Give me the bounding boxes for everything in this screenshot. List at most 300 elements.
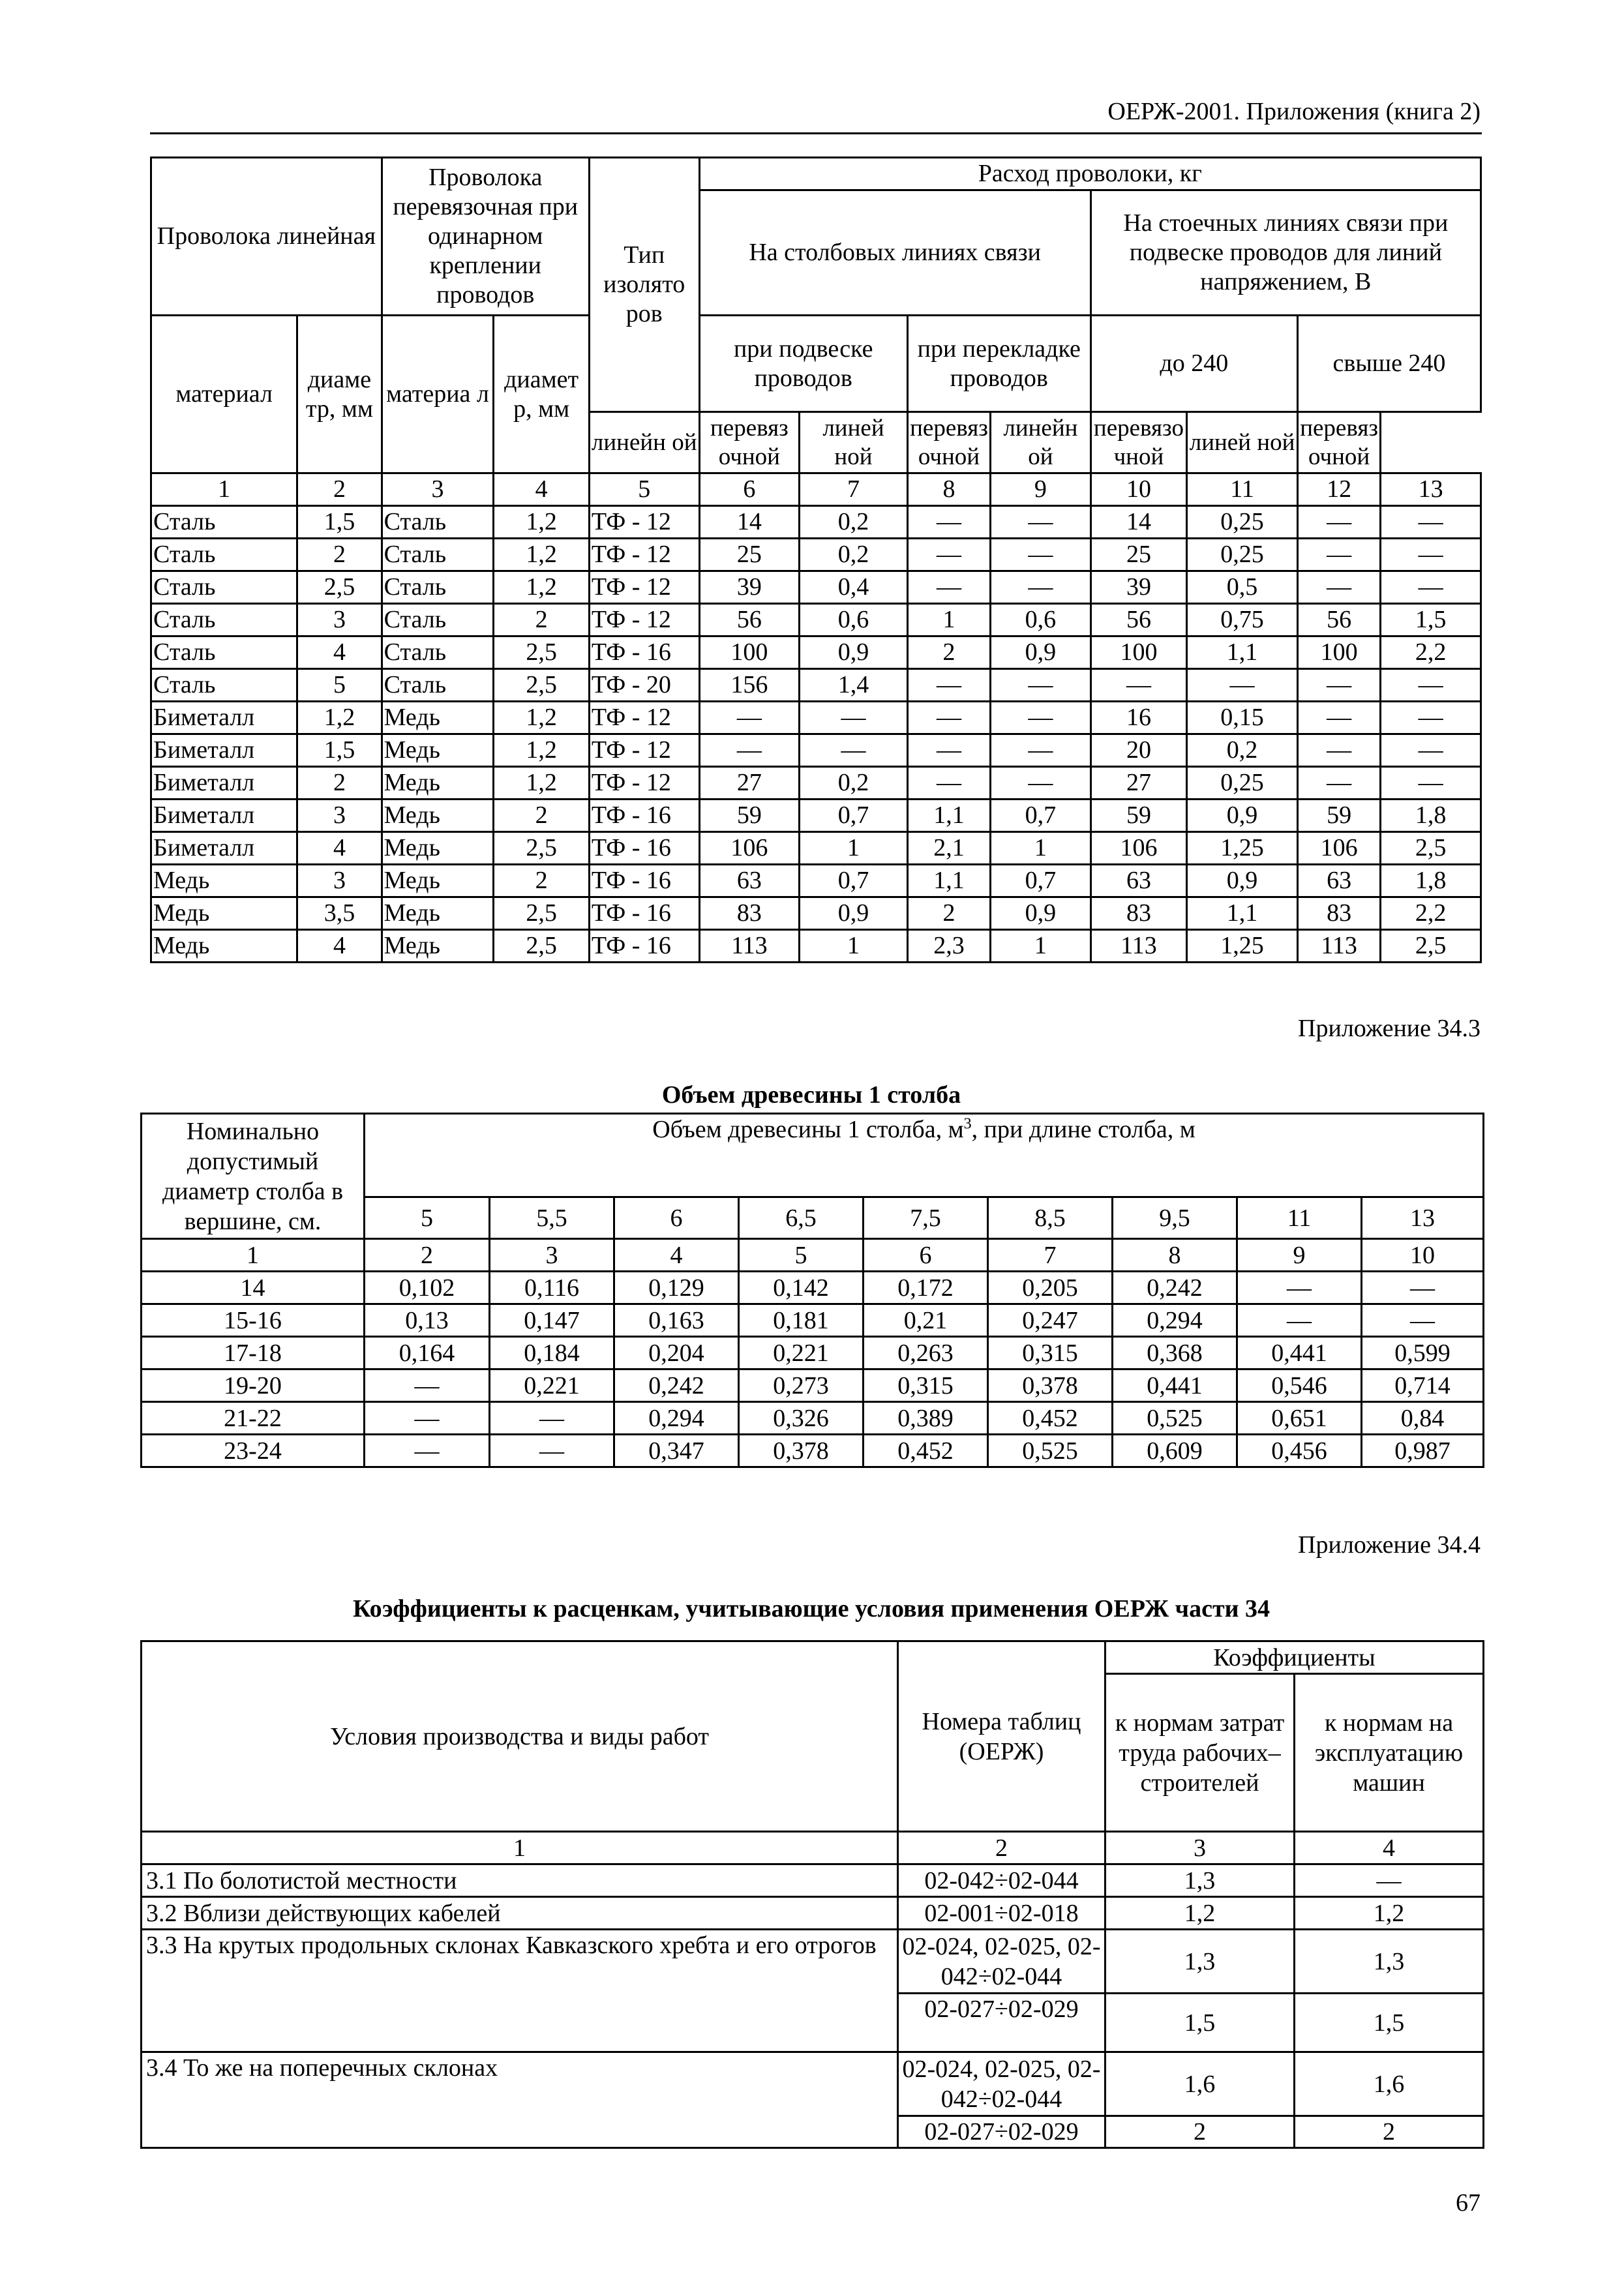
value-cell: 2,5 bbox=[494, 930, 590, 963]
th-consumption: Расход проволоки, кг bbox=[699, 158, 1481, 190]
volume-cell: — bbox=[365, 1369, 490, 1402]
num-cell: 11 bbox=[1187, 473, 1298, 506]
condition-cell: 3.2 Вблизи действующих кабелей bbox=[142, 1897, 898, 1930]
value-cell: — bbox=[907, 539, 990, 571]
value-cell: 1,4 bbox=[800, 669, 908, 702]
volume-cell: 0,378 bbox=[739, 1435, 864, 1467]
pole-length-cell: 6 bbox=[614, 1197, 739, 1239]
value-cell: 113 bbox=[699, 930, 800, 963]
value-cell: 0,7 bbox=[991, 800, 1091, 832]
num-cell: 3 bbox=[382, 473, 494, 506]
value-cell: 0,9 bbox=[800, 897, 908, 930]
th-diam-2: диамет р, мм bbox=[494, 316, 590, 473]
volume-cell: 0,273 bbox=[739, 1369, 864, 1402]
insulator-cell: ТФ - 12 bbox=[589, 767, 699, 800]
value-cell: — bbox=[1381, 571, 1481, 604]
insulator-cell: ТФ - 12 bbox=[589, 702, 699, 734]
value-cell: 56 bbox=[699, 604, 800, 636]
value-cell: — bbox=[907, 702, 990, 734]
value-cell: — bbox=[800, 734, 908, 767]
value-cell: — bbox=[1187, 669, 1298, 702]
machine-coef-cell: — bbox=[1295, 1864, 1484, 1897]
labor-coef-cell: 1,3 bbox=[1105, 1930, 1295, 1994]
num-cell: 5 bbox=[589, 473, 699, 506]
binding-material-cell: Сталь bbox=[382, 539, 494, 571]
num-cell: 1 bbox=[142, 1239, 365, 1272]
th-coefficients: Коэффициенты bbox=[1105, 1641, 1484, 1674]
material-cell: Биметалл bbox=[151, 734, 297, 767]
value-cell: 0,4 bbox=[800, 571, 908, 604]
value-cell: 16 bbox=[1090, 702, 1187, 734]
value-cell: 2 bbox=[494, 865, 590, 897]
value-cell: 3 bbox=[297, 604, 382, 636]
value-cell: 14 bbox=[699, 506, 800, 539]
diameter-cell: 23-24 bbox=[142, 1435, 365, 1467]
value-cell: — bbox=[991, 767, 1091, 800]
value-cell: 2,5 bbox=[494, 636, 590, 669]
table-row bbox=[151, 571, 1481, 604]
table-row bbox=[151, 930, 1481, 963]
th-binding-a: перевяз очной bbox=[699, 412, 800, 473]
value-cell: — bbox=[991, 702, 1091, 734]
table-row bbox=[142, 1337, 1484, 1369]
volume-cell: 0,525 bbox=[988, 1435, 1113, 1467]
value-cell: — bbox=[1381, 702, 1481, 734]
value-cell: 2,5 bbox=[494, 669, 590, 702]
machine-coef-cell: 1,6 bbox=[1295, 2052, 1484, 2116]
value-cell: 1,2 bbox=[494, 571, 590, 604]
volume-cell: — bbox=[365, 1402, 490, 1435]
value-cell: 0,2 bbox=[800, 767, 908, 800]
table-row bbox=[142, 1864, 1484, 1897]
material-cell: Сталь bbox=[151, 636, 297, 669]
volume-cell: 0,294 bbox=[1113, 1304, 1237, 1337]
value-cell: 2,5 bbox=[494, 897, 590, 930]
th-upto-240: до 240 bbox=[1090, 316, 1297, 412]
value-cell: — bbox=[907, 571, 990, 604]
th-material-1: материал bbox=[151, 316, 297, 473]
value-cell: 0,2 bbox=[1187, 734, 1298, 767]
insulator-cell: ТФ - 16 bbox=[589, 897, 699, 930]
condition-cell: 3.3 На крутых продольных склонах Кавказского хребта и его отрогов bbox=[142, 1930, 898, 2052]
volume-cell: 0,452 bbox=[864, 1435, 988, 1467]
value-cell: — bbox=[991, 734, 1091, 767]
num-cell: 9 bbox=[991, 473, 1091, 506]
value-cell: 113 bbox=[1090, 930, 1187, 963]
table-number-cell: 02-027÷02-029 bbox=[898, 2116, 1105, 2148]
volume-cell: 0,651 bbox=[1237, 1402, 1362, 1435]
value-cell: 113 bbox=[1297, 930, 1380, 963]
th-binding-b: перевяз очной bbox=[907, 412, 990, 473]
value-cell: — bbox=[1297, 506, 1380, 539]
value-cell: — bbox=[991, 669, 1091, 702]
table-row bbox=[142, 1369, 1484, 1402]
value-cell: 1,1 bbox=[907, 865, 990, 897]
table-row bbox=[142, 1897, 1484, 1930]
value-cell: — bbox=[907, 734, 990, 767]
value-cell: 2 bbox=[494, 604, 590, 636]
num-cell: 5 bbox=[739, 1239, 864, 1272]
value-cell: 3,5 bbox=[297, 897, 382, 930]
th-material-2: материа л bbox=[382, 316, 494, 473]
th-binding-d: перевяз очной bbox=[1297, 412, 1380, 473]
table-row bbox=[142, 2052, 1484, 2116]
value-cell: — bbox=[991, 539, 1091, 571]
pole-length-cell: 8,5 bbox=[988, 1197, 1113, 1239]
value-cell: 1 bbox=[800, 930, 908, 963]
binding-material-cell: Медь bbox=[382, 800, 494, 832]
value-cell: 39 bbox=[699, 571, 800, 604]
condition-cell: 3.4 То же на поперечных склонах bbox=[142, 2052, 898, 2148]
labor-coef-cell: 1,6 bbox=[1105, 2052, 1295, 2116]
th-binding-c: перевязо чной bbox=[1090, 412, 1187, 473]
diameter-cell: 15-16 bbox=[142, 1304, 365, 1337]
volume-cell: 0,102 bbox=[365, 1272, 490, 1304]
value-cell: 0,7 bbox=[991, 865, 1091, 897]
table-row bbox=[151, 800, 1481, 832]
volume-cell: 0,714 bbox=[1362, 1369, 1484, 1402]
diameter-cell: 14 bbox=[142, 1272, 365, 1304]
value-cell: — bbox=[1297, 669, 1380, 702]
th-transfer: при перекладке проводов bbox=[907, 316, 1090, 412]
table-number-cell: 02-001÷02-018 bbox=[898, 1897, 1105, 1930]
table-row bbox=[151, 702, 1481, 734]
volume-cell: 0,389 bbox=[864, 1402, 988, 1435]
value-cell: 25 bbox=[1090, 539, 1187, 571]
material-cell: Биметалл bbox=[151, 702, 297, 734]
material-cell: Сталь bbox=[151, 506, 297, 539]
volume-cell: 0,205 bbox=[988, 1272, 1113, 1304]
volume-cell: — bbox=[1362, 1304, 1484, 1337]
binding-material-cell: Медь bbox=[382, 832, 494, 865]
value-cell: 2,2 bbox=[1381, 636, 1481, 669]
labor-coef-cell: 2 bbox=[1105, 2116, 1295, 2148]
volume-cell: — bbox=[490, 1435, 614, 1467]
condition-cell: 3.1 По болотистой местности bbox=[142, 1864, 898, 1897]
labor-coef-cell: 1,3 bbox=[1105, 1864, 1295, 1897]
value-cell: 2 bbox=[494, 800, 590, 832]
volume-cell: 0,525 bbox=[1113, 1402, 1237, 1435]
volume-cell: 0,609 bbox=[1113, 1435, 1237, 1467]
volume-cell: 0,326 bbox=[739, 1402, 864, 1435]
value-cell: 83 bbox=[1297, 897, 1380, 930]
running-header: ОЕРЖ-2001. Приложения (книга 2) bbox=[1107, 98, 1481, 125]
value-cell: 0,15 bbox=[1187, 702, 1298, 734]
volume-cell: 0,129 bbox=[614, 1272, 739, 1304]
value-cell: 3 bbox=[297, 800, 382, 832]
value-cell: — bbox=[1381, 669, 1481, 702]
material-cell: Медь bbox=[151, 865, 297, 897]
value-cell: 83 bbox=[1090, 897, 1187, 930]
binding-material-cell: Сталь bbox=[382, 506, 494, 539]
wood-volume-table bbox=[140, 1113, 1484, 1468]
volume-cell: 0,21 bbox=[864, 1304, 988, 1337]
table-row bbox=[142, 1272, 1484, 1304]
value-cell: 1 bbox=[991, 930, 1091, 963]
value-cell: — bbox=[1090, 669, 1187, 702]
value-cell: — bbox=[1297, 734, 1380, 767]
value-cell: 0,9 bbox=[800, 636, 908, 669]
value-cell: 0,9 bbox=[1187, 800, 1298, 832]
num-cell: 4 bbox=[494, 473, 590, 506]
volume-cell: 0,347 bbox=[614, 1435, 739, 1467]
insulator-cell: ТФ - 16 bbox=[589, 636, 699, 669]
value-cell: 1,2 bbox=[494, 767, 590, 800]
value-cell: 1,5 bbox=[297, 734, 382, 767]
value-cell: 1 bbox=[907, 604, 990, 636]
volume-cell: 0,221 bbox=[739, 1337, 864, 1369]
num-cell: 7 bbox=[800, 473, 908, 506]
table-number-cell: 02-042÷02-044 bbox=[898, 1864, 1105, 1897]
volume-cell: 0,987 bbox=[1362, 1435, 1484, 1467]
binding-material-cell: Медь bbox=[382, 897, 494, 930]
th-suspension: при подвеске проводов bbox=[699, 316, 907, 412]
value-cell: 0,6 bbox=[800, 604, 908, 636]
value-cell: — bbox=[907, 767, 990, 800]
num-cell: 12 bbox=[1297, 473, 1380, 506]
value-cell: 39 bbox=[1090, 571, 1187, 604]
volume-cell: 0,164 bbox=[365, 1337, 490, 1369]
table-row bbox=[151, 669, 1481, 702]
insulator-cell: ТФ - 12 bbox=[589, 539, 699, 571]
value-cell: 106 bbox=[1297, 832, 1380, 865]
binding-material-cell: Медь bbox=[382, 767, 494, 800]
value-cell: 0,25 bbox=[1187, 767, 1298, 800]
th-pole-diameter: Номинально допустимый диаметр столба в вершине, см. bbox=[142, 1114, 365, 1239]
diameter-cell: 21-22 bbox=[142, 1402, 365, 1435]
column-number-row bbox=[151, 473, 1481, 506]
value-cell: — bbox=[699, 702, 800, 734]
pole-length-cell: 11 bbox=[1237, 1197, 1362, 1239]
th-wood-volume: Объем древесины 1 столба, $м^3$, при длине столба, м bbox=[365, 1114, 1484, 1197]
value-cell: 0,2 bbox=[800, 506, 908, 539]
num-cell: 4 bbox=[614, 1239, 739, 1272]
value-cell: 63 bbox=[1090, 865, 1187, 897]
value-cell: — bbox=[1297, 571, 1380, 604]
volume-cell: 0,163 bbox=[614, 1304, 739, 1337]
value-cell: 0,9 bbox=[991, 636, 1091, 669]
pole-length-cell: 5,5 bbox=[490, 1197, 614, 1239]
volume-cell: 0,221 bbox=[490, 1369, 614, 1402]
th-rack-lines: На стоечных линиях связи при подвеске проводов для линий напряжением, В bbox=[1090, 190, 1481, 316]
value-cell: 83 bbox=[699, 897, 800, 930]
column-number-row bbox=[142, 1832, 1484, 1864]
diameter-cell: 19-20 bbox=[142, 1369, 365, 1402]
insulator-cell: ТФ - 12 bbox=[589, 604, 699, 636]
value-cell: 1,2 bbox=[494, 506, 590, 539]
binding-material-cell: Медь bbox=[382, 930, 494, 963]
value-cell: 106 bbox=[1090, 832, 1187, 865]
volume-cell: — bbox=[1237, 1304, 1362, 1337]
value-cell: — bbox=[991, 571, 1091, 604]
table-row bbox=[142, 1402, 1484, 1435]
value-cell: — bbox=[800, 702, 908, 734]
pole-length-cell: 9,5 bbox=[1113, 1197, 1237, 1239]
value-cell: 0,25 bbox=[1187, 506, 1298, 539]
volume-cell: 0,315 bbox=[864, 1369, 988, 1402]
insulator-cell: ТФ - 20 bbox=[589, 669, 699, 702]
th-linear-d: линей ной bbox=[1187, 412, 1298, 473]
material-cell: Сталь bbox=[151, 669, 297, 702]
binding-material-cell: Сталь bbox=[382, 669, 494, 702]
machine-coef-cell: 1,3 bbox=[1295, 1930, 1484, 1994]
volume-cell: — bbox=[365, 1435, 490, 1467]
material-cell: Медь bbox=[151, 930, 297, 963]
appendix-344-title: Коэффициенты к расценкам, учитывающие условия применения ОЕРЖ части 34 bbox=[352, 1595, 1271, 1623]
volume-cell: 0,242 bbox=[614, 1369, 739, 1402]
binding-material-cell: Сталь bbox=[382, 604, 494, 636]
value-cell: 2,3 bbox=[907, 930, 990, 963]
volume-cell: 0,441 bbox=[1237, 1337, 1362, 1369]
table-row bbox=[151, 636, 1481, 669]
table-number-cell: 02-024, 02-025, 02-042÷02-044 bbox=[898, 1930, 1105, 1994]
value-cell: 63 bbox=[1297, 865, 1380, 897]
value-cell: 1,5 bbox=[297, 506, 382, 539]
value-cell: 100 bbox=[699, 636, 800, 669]
diameter-cell: 17-18 bbox=[142, 1337, 365, 1369]
value-cell: 0,9 bbox=[991, 897, 1091, 930]
insulator-cell: ТФ - 16 bbox=[589, 865, 699, 897]
volume-cell: 0,184 bbox=[490, 1337, 614, 1369]
value-cell: 0,2 bbox=[800, 539, 908, 571]
table-number-cell: 02-027÷02-029 bbox=[898, 1994, 1105, 2052]
pole-length-cell: 7,5 bbox=[864, 1197, 988, 1239]
insulator-cell: ТФ - 12 bbox=[589, 506, 699, 539]
volume-cell: 0,378 bbox=[988, 1369, 1113, 1402]
volume-cell: 0,441 bbox=[1113, 1369, 1237, 1402]
num-cell: 8 bbox=[1113, 1239, 1237, 1272]
value-cell: 0,75 bbox=[1187, 604, 1298, 636]
value-cell: 2 bbox=[907, 636, 990, 669]
num-cell: 10 bbox=[1362, 1239, 1484, 1272]
table-row bbox=[151, 604, 1481, 636]
num-cell: 6 bbox=[864, 1239, 988, 1272]
value-cell: 2,5 bbox=[1381, 930, 1481, 963]
appendix-343-title: Объем древесины 1 столба bbox=[661, 1081, 961, 1109]
volume-cell: 0,546 bbox=[1237, 1369, 1362, 1402]
volume-cell: 0,147 bbox=[490, 1304, 614, 1337]
labor-coef-cell: 1,5 bbox=[1105, 1994, 1295, 2052]
coefficients-table bbox=[140, 1640, 1484, 2149]
num-cell: 13 bbox=[1381, 473, 1481, 506]
material-cell: Медь bbox=[151, 897, 297, 930]
value-cell: 27 bbox=[699, 767, 800, 800]
value-cell: — bbox=[1381, 539, 1481, 571]
value-cell: 1,2 bbox=[494, 702, 590, 734]
value-cell: 25 bbox=[699, 539, 800, 571]
binding-material-cell: Сталь bbox=[382, 571, 494, 604]
th-linear-b: линей ной bbox=[800, 412, 908, 473]
volume-cell: 0,368 bbox=[1113, 1337, 1237, 1369]
value-cell: 4 bbox=[297, 930, 382, 963]
th-linear-wire: Проволока линейная bbox=[151, 158, 382, 316]
value-cell: — bbox=[907, 669, 990, 702]
value-cell: 14 bbox=[1090, 506, 1187, 539]
th-diam-1: диаме тр, мм bbox=[297, 316, 382, 473]
volume-cell: 0,172 bbox=[864, 1272, 988, 1304]
volume-cell: 0,242 bbox=[1113, 1272, 1237, 1304]
value-cell: 2,1 bbox=[907, 832, 990, 865]
machine-coef-cell: 1,5 bbox=[1295, 1994, 1484, 2052]
table-row bbox=[142, 1304, 1484, 1337]
wire-consumption-table bbox=[150, 157, 1482, 963]
value-cell: 59 bbox=[1297, 800, 1380, 832]
volume-cell: 0,294 bbox=[614, 1402, 739, 1435]
insulator-cell: ТФ - 16 bbox=[589, 832, 699, 865]
binding-material-cell: Сталь bbox=[382, 636, 494, 669]
value-cell: 20 bbox=[1090, 734, 1187, 767]
material-cell: Биметалл bbox=[151, 832, 297, 865]
value-cell: 2,5 bbox=[494, 832, 590, 865]
value-cell: 56 bbox=[1090, 604, 1187, 636]
value-cell: 63 bbox=[699, 865, 800, 897]
value-cell: — bbox=[699, 734, 800, 767]
value-cell: 2 bbox=[907, 897, 990, 930]
num-cell: 10 bbox=[1090, 473, 1187, 506]
th-over-240: свыше 240 bbox=[1297, 316, 1481, 412]
value-cell: 100 bbox=[1090, 636, 1187, 669]
pole-length-cell: 6,5 bbox=[739, 1197, 864, 1239]
value-cell: 1,1 bbox=[907, 800, 990, 832]
th-pole-lines: На столбовых линиях связи bbox=[699, 190, 1090, 316]
table-row bbox=[151, 539, 1481, 571]
value-cell: 1 bbox=[991, 832, 1091, 865]
value-cell: 0,7 bbox=[800, 865, 908, 897]
table-row bbox=[151, 865, 1481, 897]
num-cell: 2 bbox=[365, 1239, 490, 1272]
value-cell: 5 bbox=[297, 669, 382, 702]
volume-cell: 0,599 bbox=[1362, 1337, 1484, 1369]
table-row bbox=[142, 1930, 1484, 1994]
pole-length-cell: 5 bbox=[365, 1197, 490, 1239]
value-cell: 1,1 bbox=[1187, 897, 1298, 930]
volume-cell: 0,13 bbox=[365, 1304, 490, 1337]
insulator-cell: ТФ - 16 bbox=[589, 800, 699, 832]
th-linear-a: линейн ой bbox=[589, 412, 699, 473]
value-cell: 1,2 bbox=[494, 539, 590, 571]
volume-cell: 0,456 bbox=[1237, 1435, 1362, 1467]
insulator-cell: ТФ - 12 bbox=[589, 734, 699, 767]
insulator-cell: ТФ - 12 bbox=[589, 571, 699, 604]
volume-cell: 0,142 bbox=[739, 1272, 864, 1304]
insulator-cell: ТФ - 16 bbox=[589, 930, 699, 963]
material-cell: Сталь bbox=[151, 571, 297, 604]
volume-cell: 0,315 bbox=[988, 1337, 1113, 1369]
num-cell: 7 bbox=[988, 1239, 1113, 1272]
volume-cell: 0,452 bbox=[988, 1402, 1113, 1435]
table-row bbox=[151, 832, 1481, 865]
volume-cell: 0,116 bbox=[490, 1272, 614, 1304]
table-row bbox=[151, 897, 1481, 930]
th-insulator-type: Тип изолято ров bbox=[589, 158, 699, 412]
volume-cell: — bbox=[1237, 1272, 1362, 1304]
value-cell: 0,5 bbox=[1187, 571, 1298, 604]
num-cell: 2 bbox=[898, 1832, 1105, 1864]
value-cell: 3 bbox=[297, 865, 382, 897]
value-cell: — bbox=[1381, 767, 1481, 800]
value-cell: — bbox=[1381, 506, 1481, 539]
appendix-344-label: Приложение 34.4 bbox=[1298, 1531, 1481, 1559]
num-cell: 3 bbox=[1105, 1832, 1295, 1864]
table-row bbox=[151, 767, 1481, 800]
value-cell: 1,2 bbox=[297, 702, 382, 734]
pole-length-cell: 13 bbox=[1362, 1197, 1484, 1239]
th-conditions: Условия производства и виды работ bbox=[142, 1641, 898, 1832]
appendix-343-label: Приложение 34.3 bbox=[1298, 1015, 1481, 1042]
th-labor-norms: к нормам затрат труда рабочих–строителей bbox=[1105, 1674, 1295, 1832]
num-cell: 4 bbox=[1295, 1832, 1484, 1864]
machine-coef-cell: 2 bbox=[1295, 2116, 1484, 2148]
